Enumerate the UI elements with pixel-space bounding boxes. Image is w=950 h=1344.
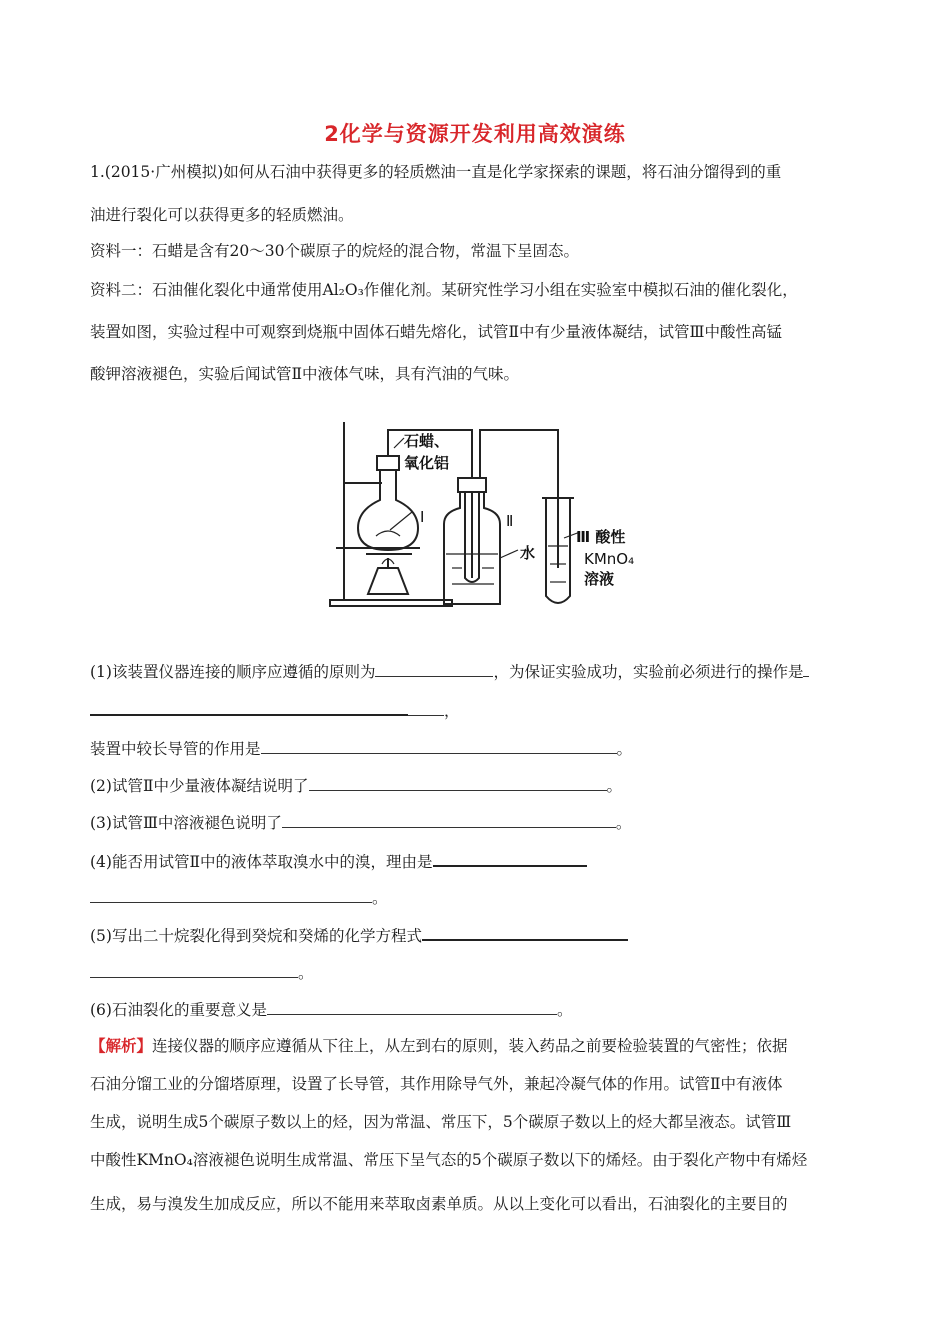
q5-text: (5)写出二十烷裂化得到癸烷和癸烯的化学方程式 [90, 927, 422, 945]
subquestion-2 [90, 774, 622, 796]
q3-period: 。 [615, 814, 632, 832]
label-I: Ⅰ [420, 508, 425, 526]
subquestion-1-long-tube [90, 737, 632, 759]
answer-blank-1a[interactable] [375, 660, 493, 677]
answer-blank-5b[interactable] [90, 961, 298, 978]
answer-blank-1b[interactable] [90, 698, 408, 716]
analysis-line4: 中酸性KMnO₄溶液褪色说明生成常温、常压下呈气态的5个碳原子数以下的烯烃。由于裂化产物中有烯烃 [90, 1151, 808, 1169]
answer-blank-4a[interactable] [433, 849, 587, 867]
bottle-stopper [458, 478, 486, 492]
label-water: 水 [520, 544, 536, 562]
q1-principle-text: (1)该装置仪器连接的顺序应遵循的原则为 [90, 663, 376, 681]
label-paraffin: 石蜡、 [404, 432, 450, 450]
q2-text: (2)试管Ⅱ中少量液体凝结说明了 [90, 777, 309, 795]
apparatus-svg [322, 418, 662, 618]
q1-period: 。 [616, 740, 633, 758]
material-one: 资料一：石蜡是含有20～30个碳原子的烷烃的混合物，常温下呈固态。 [90, 242, 579, 260]
leader-water [500, 550, 518, 558]
q3-text: (3)试管Ⅲ中溶液褪色说明了 [90, 814, 282, 832]
leader-paraffin [394, 438, 404, 448]
apparatus-diagram [322, 418, 662, 618]
answer-blank-4b[interactable] [90, 886, 372, 903]
q2-period: 。 [606, 777, 623, 795]
subquestion-5 [90, 923, 628, 946]
answer-blank-1b-start[interactable] [803, 660, 809, 677]
material-two-line2: 装置如图，实验过程中可观察到烧瓶中固体石蜡先熔化，试管Ⅱ中有少量液体凝结，试管Ⅲ中酸性高锰 [90, 323, 782, 341]
subquestion-3 [90, 811, 631, 833]
label-solution: 溶液 [584, 570, 615, 588]
q1-long-tube-text: 装置中较长导管的作用是 [90, 740, 261, 758]
question-stem-line2: 油进行裂化可以获得更多的轻质燃油。 [90, 206, 354, 224]
subquestion-4-continuation [90, 886, 388, 908]
paraffin-in-flask [376, 531, 400, 536]
page-title: 2化学与资源开发利用高效演练 [324, 122, 626, 146]
answer-blank-6[interactable] [267, 998, 557, 1015]
subquestion-1-continuation [90, 698, 460, 721]
answer-blank-5a[interactable] [422, 923, 628, 941]
answer-blank-1b-tail[interactable] [408, 699, 444, 716]
subquestion-1-line [90, 660, 809, 682]
answer-blank-2[interactable] [309, 774, 607, 791]
analysis-line2: 石油分馏工业的分馏塔原理，设置了长导管，其作用除导气外，兼起冷凝气体的作用。试管Ⅱ中有液体 [90, 1075, 783, 1093]
subquestion-4 [90, 849, 587, 872]
label-II: Ⅱ [506, 512, 514, 530]
alcohol-lamp [368, 568, 408, 594]
q6-text: (6)石油裂化的重要意义是 [90, 1001, 267, 1019]
subquestion-6 [90, 998, 572, 1020]
label-alumina: 氧化铝 [404, 454, 450, 472]
analysis-tag: 【解析】 [90, 1036, 153, 1055]
subquestion-5-continuation [90, 961, 314, 983]
stand-base [330, 600, 452, 606]
answer-blank-3[interactable] [282, 811, 616, 828]
label-III-acidic: Ⅲ 酸性 [576, 528, 626, 546]
material-two-line3: 酸钾溶液褪色，实验后闻试管Ⅱ中液体气味，具有汽油的气味。 [90, 365, 520, 383]
q5-period: 。 [298, 964, 314, 982]
q1-comma: ， [444, 702, 460, 720]
q6-period: 。 [556, 1001, 573, 1019]
q4-text: (4)能否用试管Ⅱ中的液体萃取溴水中的溴，理由是 [90, 853, 433, 871]
analysis-line5: 生成，易与溴发生加成反应，所以不能用来萃取卤素单质。从以上变化可以看出，石油裂化的主要目的 [90, 1195, 788, 1213]
answer-blank-1c[interactable] [261, 737, 617, 754]
flask-stopper [377, 456, 399, 470]
question-stem-line1: 1.(2015·广州模拟)如何从石油中获得更多的轻质燃油一直是化学家探索的课题，将石油分馏得到的重 [90, 163, 782, 181]
leader-flask [390, 512, 412, 530]
label-kmno4: KMnO₄ [584, 550, 635, 568]
analysis-text-1: 连接仪器的顺序应遵循从下往上，从左到右的原则，装入药品之前要检验装置的气密性；依据 [152, 1037, 788, 1055]
analysis-line1 [90, 1036, 788, 1056]
q4-period: 。 [372, 889, 388, 907]
q1-operation-text: ，为保证实验成功，实验前必须进行的操作是 [493, 663, 804, 681]
analysis-line3: 生成，说明生成5个碳原子数以上的烃，因为常温、常压下，5个碳原子数以上的烃大都呈液态。试管Ⅲ [90, 1113, 792, 1131]
material-two-line1: 资料二：石油催化裂化中通常使用Al₂O₃作催化剂。某研究性学习小组在实验室中模拟石油的催化裂化， [90, 281, 798, 299]
